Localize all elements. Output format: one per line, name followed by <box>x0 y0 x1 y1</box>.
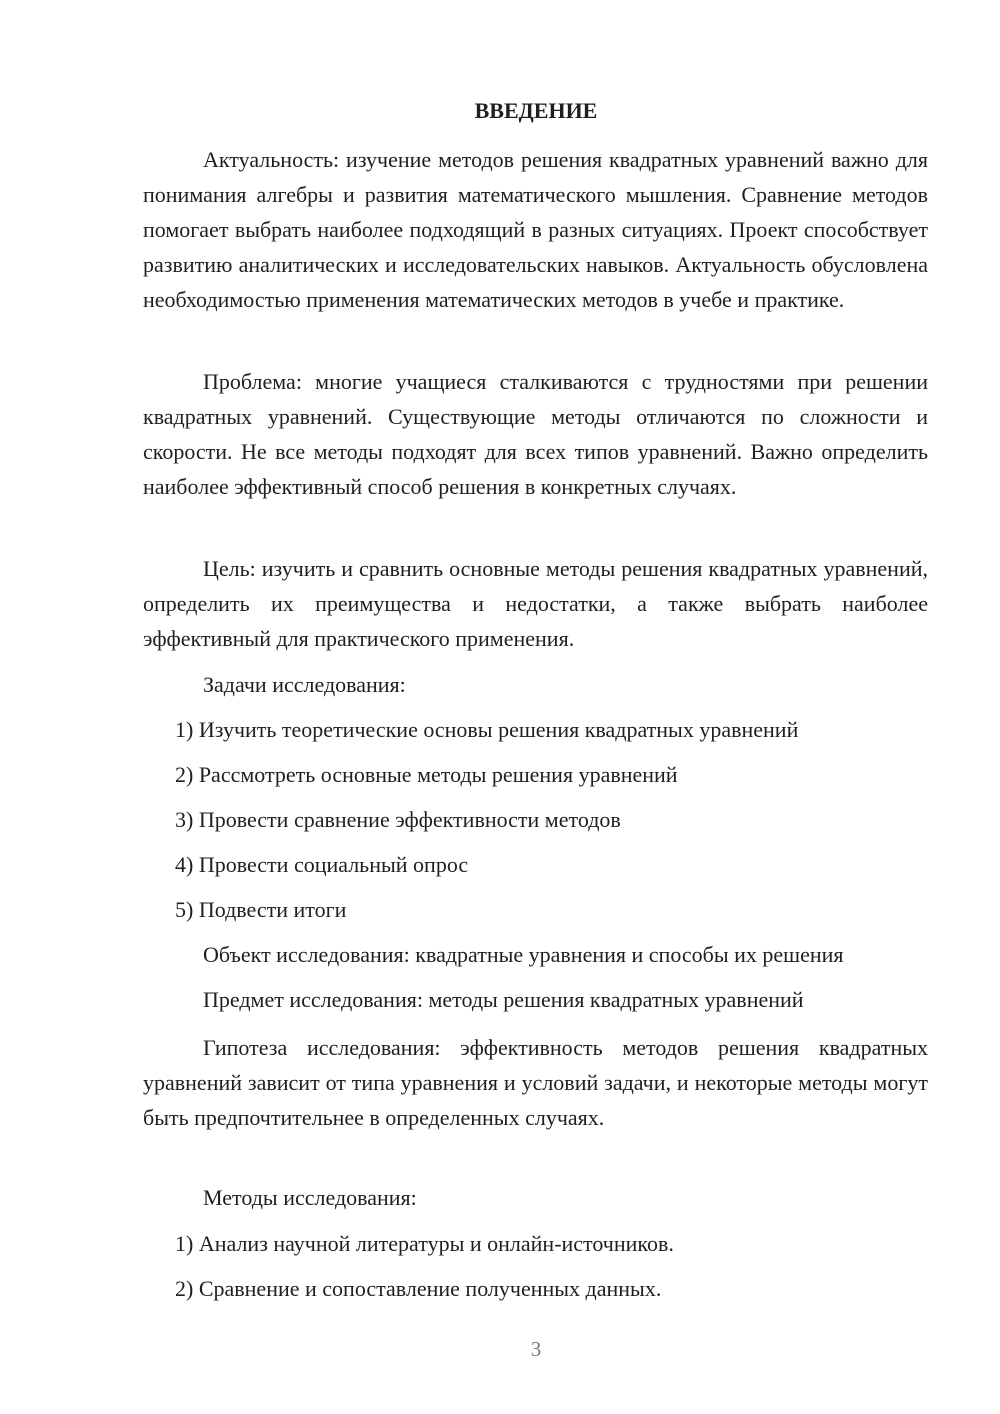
method-item: 1) Анализ научной литературы и онлайн-источников. <box>175 1231 674 1256</box>
task-item: 2) Рассмотреть основные методы решения уравнений <box>175 762 678 787</box>
page-title: ВВЕДЕНИЕ <box>474 98 598 123</box>
tasks-title: Задачи исследования: <box>203 672 406 697</box>
problem-paragraph: Проблема: многие учащиеся сталкиваются с трудностями при решении квадратных уравнений. Существующие методы отличаются по сложности и скорости. Не все методы подходят для всех типов уравнений. Важно определить наиболее эффективный способ решения в конкретных случаях. <box>143 369 928 499</box>
methods-title: Методы исследования: <box>203 1185 417 1210</box>
task-item: 3) Провести сравнение эффективности методов <box>175 807 621 832</box>
goal-paragraph: Цель: изучить и сравнить основные методы решения квадратных уравнений, определить их преимущества и недостатки, а также выбрать наиболее эффективный для практического применения. <box>143 556 928 651</box>
research-subject: Предмет исследования: методы решения квадратных уравнений <box>203 987 804 1012</box>
task-item: 1) Изучить теоретические основы решения квадратных уравнений <box>175 717 799 742</box>
relevance-paragraph: Актуальность: изучение методов решения квадратных уравнений важно для понимания алгебры и развития математического мышления. Сравнение методов помогает выбрать наиболее подходящий в разных ситуациях. Проект способствует развитию аналитических и исследовательских навыков. Актуальность обусловлена необходимостью применения математических методов в учебе и практике. <box>143 147 928 312</box>
task-item: 5) Подвести итоги <box>175 897 347 922</box>
task-item: 4) Провести социальный опрос <box>175 852 469 877</box>
research-object: Объект исследования: квадратные уравнения и способы их решения <box>203 942 844 967</box>
page-number: 3 <box>530 1337 542 1361</box>
method-item: 2) Сравнение и сопоставление полученных данных. <box>175 1276 662 1301</box>
hypothesis-paragraph: Гипотеза исследования: эффективность методов решения квадратных уравнений зависит от типа уравнения и условий задачи, и некоторые методы могут быть предпочтительнее в определенных случаях. <box>143 1035 928 1130</box>
